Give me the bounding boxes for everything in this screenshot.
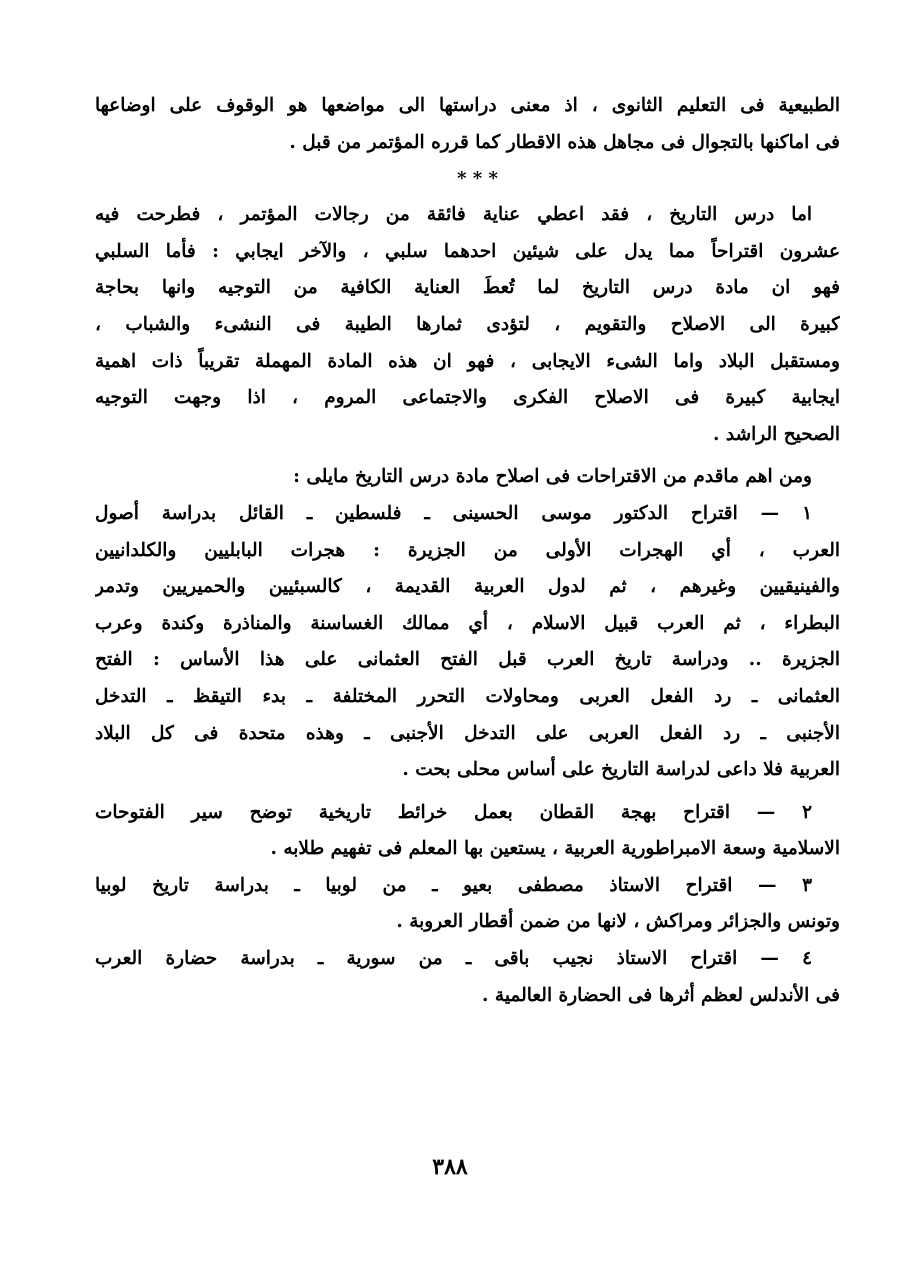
page-number: ٣٨٨ xyxy=(432,1154,468,1180)
body-text xyxy=(95,88,840,1014)
text-line: عشرون اقتراحاً مما يدل على شيئين احدهما سلبي ، والآخر ايجابي : فأما السلبي xyxy=(95,240,840,262)
text-line: ايجابية كبيرة فى الاصلاح الفكرى والاجتماعى المروم ، اذا وجهت التوجيه xyxy=(95,387,840,409)
list-item-line: والفينيقيين وغيرهم ، ثم لدول العربية القديمة ، كالسبئيين والحميريين وتدمر xyxy=(95,576,840,598)
text-line: اما درس التاريخ ، فقد اعطي عناية فائقة من رجالات المؤتمر ، فطرحت فيه xyxy=(95,204,812,226)
text-line: الصحيح الراشد . xyxy=(713,423,840,445)
list-item-line: العثمانى ـ رد الفعل العربى ومحاولات التحرر المختلفة ـ بدء التيقظ ـ التدخل xyxy=(95,685,840,707)
list-item-line: فى الأندلس لعظم أثرها فى الحضارة العالمية . xyxy=(482,984,840,1006)
list-item-line: العرب ، أي الهجرات الأولى من الجزيرة : هجرات البابليين والكلدانيين xyxy=(95,539,840,561)
list-item-line: ٣ — اقتراح الاستاذ مصطفى بعيو ـ من لوبيا ـ بدراسة تاريخ لوبيا xyxy=(95,874,812,896)
text-line: ومن اهم ماقدم من الاقتراحات فى اصلاح مادة درس التاريخ مايلى : xyxy=(293,466,812,488)
section-separator: * * * xyxy=(457,168,498,190)
text-line: الطبيعية فى التعليم الثانوى ، اذ معنى دراستها الى مواضعها هو الوقوف على اوضاعها xyxy=(95,95,840,116)
text-line: فهو ان مادة درس التاريخ لما تُعطَ العناية الكافية من التوجيه وانها بحاجة xyxy=(95,277,840,299)
list-item-line: الجزيرة .. ودراسة تاريخ العرب قبل الفتح العثمانى على هذا الأساس : الفتح xyxy=(95,649,840,671)
text-line: فى اماكنها بالتجوال فى مجاهل هذه الاقطار كما قرره المؤتمر من قبل . xyxy=(289,131,840,153)
list-item-line: ٢ — اقتراح بهجة القطان بعمل خرائط تاريخية توضح سير الفتوحات xyxy=(95,801,812,823)
list-item-line: وتونس والجزائر ومراكش ، لانها من ضمن أقطار العروبة . xyxy=(396,911,840,933)
text-line: كبيرة الى الاصلاح والتقويم ، لتؤدى ثمارها الطيبة فى النشىء والشباب ، xyxy=(95,313,840,335)
text-line: ومستقبل البلاد واما الشىء الايجابى ، فهو ان هذه المادة المهملة تقريباً ذات اهمية xyxy=(95,350,840,372)
list-item-line: العربية فلا داعى لدراسة التاريخ على أساس محلى بحت . xyxy=(402,759,840,781)
list-item-line: الأجنبى ـ رد الفعل العربى على التدخل الأجنبى ـ وهذه متحدة فى كل البلاد xyxy=(95,722,840,744)
list-item-line: البطراء ، ثم العرب قبيل الاسلام ، أي ممالك الغساسنة والمناذرة وكندة وعرب xyxy=(95,612,840,634)
list-item-line: الاسلامية وسعة الامبراطورية العربية ، يستعين بها المعلم فى تفهيم طلابه . xyxy=(270,838,840,860)
list-item-line: ١ — اقتراح الدكتور موسى الحسينى ـ فلسطين ـ القائل بدراسة أصول xyxy=(95,502,812,524)
list-item-line: ٤ — اقتراح الاستاذ نجيب باقى ـ من سورية ـ بدراسة حضارة العرب xyxy=(95,948,812,970)
